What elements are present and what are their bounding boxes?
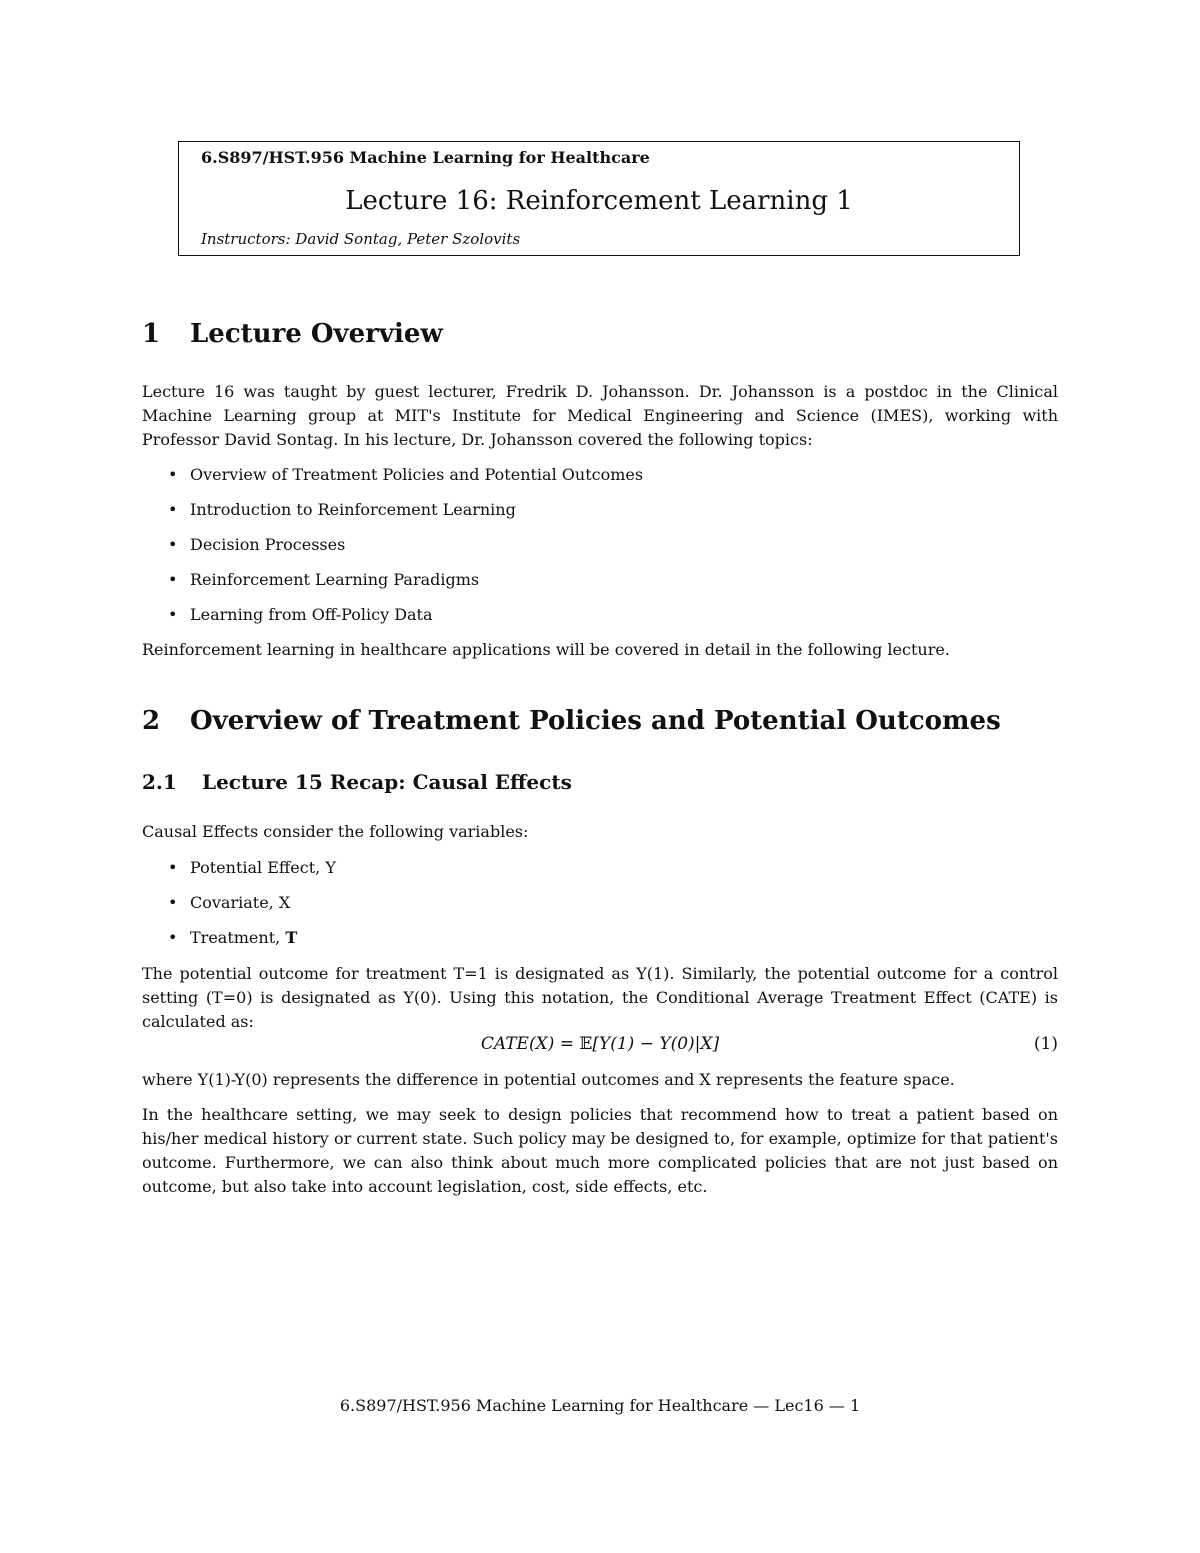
instructors-line: Instructors: David Sontag, Peter Szolovits — [201, 230, 521, 248]
variable-symbol-bold: T — [285, 928, 298, 947]
bullet-icon: • — [168, 858, 178, 877]
variable-text: Covariate, X — [190, 893, 291, 912]
equation-rhs: [Y(1) − Y(0)|X] — [592, 1034, 720, 1054]
section-2-heading — [142, 706, 1001, 736]
course-title: 6.S897/HST.956 Machine Learning for Healthcare — [201, 148, 650, 167]
topic-text: Overview of Treatment Policies and Potential Outcomes — [190, 465, 644, 484]
topic-text: Reinforcement Learning Paradigms — [190, 570, 480, 589]
topic-text: Decision Processes — [190, 535, 346, 554]
section-2-title: Overview of Treatment Policies and Potential Outcomes — [190, 706, 1001, 736]
bullet-icon: • — [168, 500, 178, 519]
bullet-icon: • — [168, 465, 178, 484]
subsection-2-1-number: 2.1 — [142, 770, 177, 794]
lecture-header-box — [178, 141, 1020, 256]
section-1-heading — [142, 319, 443, 349]
topics-list — [168, 463, 643, 638]
bullet-icon: • — [168, 570, 178, 589]
topic-text: Learning from Off-Policy Data — [190, 605, 433, 624]
list-item — [168, 498, 643, 533]
list-item — [168, 926, 336, 961]
subsection-2-1-title: Lecture 15 Recap: Causal Effects — [202, 770, 572, 794]
section-1-title: Lecture Overview — [190, 319, 443, 349]
cate-intro-paragraph: The potential outcome for treatment T=1 is designated as Y(1). Similarly, the potential outcome for a control setting (T=0) is designated as Y(0). Using this notation, the Conditional Average Treatment Effect (CATE) is calculated as: — [142, 964, 1058, 1031]
page-footer: 6.S897/HST.956 Machine Learning for Healthcare — Lec16 — 1 — [339, 1396, 861, 1415]
topic-text: Introduction to Reinforcement Learning — [190, 500, 516, 519]
expectation-symbol: 𝔼 — [579, 1034, 593, 1054]
list-item — [168, 603, 643, 638]
equation-formula — [142, 1034, 1058, 1054]
list-item — [168, 533, 643, 568]
subsection-2-1-heading — [142, 770, 572, 794]
variable-text: Treatment, — [190, 928, 286, 947]
lecture-title: Lecture 16: Reinforcement Learning 1 — [345, 186, 853, 216]
equation-lhs: CATE(X) = — [480, 1034, 580, 1054]
section-1-intro-paragraph: Lecture 16 was taught by guest lecturer, Fredrik D. Johansson. Dr. Johansson is a postdoc in the Clinical Machine Learning group at MIT's Institute for Medical Engineering and Science (IMES), working with Professor David Sontag. In his lecture, Dr. Johansson covered the following topics: — [142, 382, 1058, 449]
subsection-intro-paragraph: Causal Effects consider the following variables: — [142, 822, 529, 841]
list-item — [168, 856, 336, 891]
difference-paragraph: where Y(1)-Y(0) represents the difference in potential outcomes and X represents the feature space. — [142, 1070, 955, 1089]
cate-equation — [142, 1034, 1058, 1058]
section-1-number: 1 — [142, 319, 161, 349]
bullet-icon: • — [168, 605, 178, 624]
bullet-icon: • — [168, 928, 178, 947]
section-2-number: 2 — [142, 706, 161, 736]
policy-paragraph: In the healthcare setting, we may seek to design policies that recommend how to treat a patient based on his/her medical history or current state. Such policy may be designed to, for example, optimize for that patient's outcome. Furthermore, we can also think about much more complicated policies that are not just based on outcome, but also take into account legislation, cost, side effects, etc. — [142, 1105, 1058, 1196]
variables-list — [168, 856, 336, 961]
bullet-icon: • — [168, 535, 178, 554]
variable-text: Potential Effect, Y — [190, 858, 336, 877]
list-item — [168, 463, 643, 498]
section-1-closing-paragraph: Reinforcement learning in healthcare applications will be covered in detail in the following lecture. — [142, 640, 950, 659]
list-item — [168, 568, 643, 603]
equation-number: (1) — [1033, 1034, 1058, 1054]
bullet-icon: • — [168, 893, 178, 912]
list-item — [168, 891, 336, 926]
